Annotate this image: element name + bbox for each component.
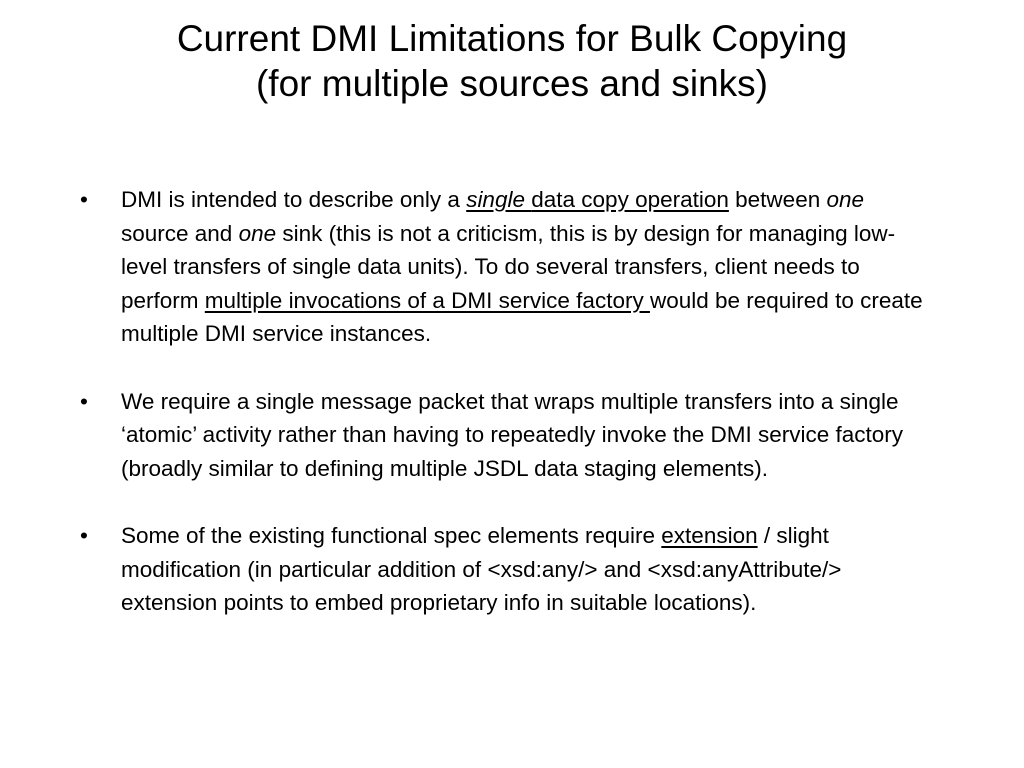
bullet-marker: • bbox=[80, 388, 88, 414]
emphasis-one: one bbox=[238, 220, 277, 246]
slide-title-line-1: Current DMI Limitations for Bulk Copying bbox=[176, 18, 848, 59]
bullet-text-2: We require a single message packet that wraps multiple transfers into a single ‘atomic’ activity rather than having to repeatedly invoke the DMI service factory (broadly similar to defining multiple JSDL data staging elements). bbox=[121, 388, 904, 481]
bullet-item-3 bbox=[80, 519, 936, 620]
bullet-item-2 bbox=[80, 385, 936, 486]
text-segment: sink (this is not a criticism, this is by design for managing low-level transfers of single data units). To do several transfers, client needs to perform bbox=[121, 220, 896, 313]
text-segment: / slight modification (in particular addition of <xsd:any/> and <xsd:anyAttribute/> extension points to embed proprietary info in suitable locations). bbox=[121, 522, 842, 616]
bullet-marker: • bbox=[80, 522, 88, 548]
text-segment: DMI is intended to describe only a bbox=[121, 187, 467, 212]
emphasis-extension: extension bbox=[661, 522, 758, 548]
emphasis-single: single bbox=[466, 187, 525, 212]
slide-title-line-2: (for multiple sources and sinks) bbox=[255, 63, 769, 104]
bullet-list bbox=[80, 183, 936, 653]
emphasis-multiple-invocations: multiple invocations of a DMI service factory bbox=[204, 287, 650, 313]
text-segment: Some of the existing functional spec elements require bbox=[121, 522, 662, 548]
text-segment: between bbox=[728, 187, 827, 212]
bullet-item-1 bbox=[80, 183, 936, 351]
bullet-marker: • bbox=[80, 187, 88, 212]
emphasis-one: one bbox=[826, 187, 865, 212]
text-segment: would be required to create multiple DMI service instances. bbox=[121, 287, 923, 347]
emphasis-data-copy-operation: data copy operation bbox=[531, 187, 729, 212]
slide-title bbox=[40, 16, 984, 106]
bullet-text-1 bbox=[121, 187, 923, 346]
text-segment: source and bbox=[121, 220, 239, 246]
bullet-text-3 bbox=[121, 523, 841, 615]
